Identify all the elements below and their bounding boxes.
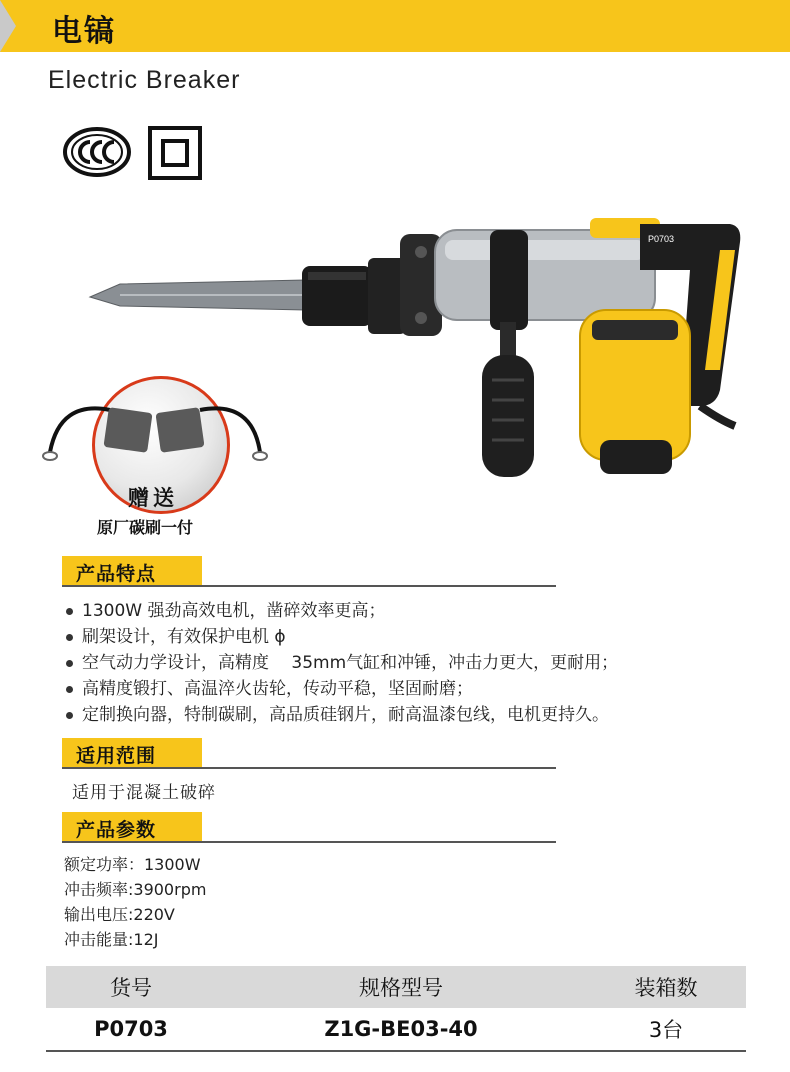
page-subtitle: Electric Breaker [48,66,241,94]
scope-text: 适用于混凝土破碎 [72,783,216,803]
gift-subtitle: 原厂碳刷一付 [97,518,194,537]
features-heading-text: 产品特点 [76,563,157,585]
table-cell-qty: 3台 [648,1018,684,1042]
scope-divider [62,767,556,769]
param-line: 冲击频率:3900rpm [64,880,207,899]
table-cell-model: Z1G-BE03-40 [324,1017,478,1041]
table-header-cell: 装箱数 [634,976,698,1000]
feature-item: 空气动力学设计，高精度 35mm气缸和冲锤，冲击力更大，更耐用； [62,650,782,676]
features-divider [62,585,556,587]
table-header-cell: 规格型号 [359,976,443,1000]
param-line: 输出电压:220V [64,905,175,924]
header-bar [0,0,790,52]
scope-heading [62,738,202,768]
params-list [64,852,206,952]
params-divider [62,841,556,843]
header-notch [0,0,16,52]
table-row [46,1008,746,1052]
param-line: 冲击能量:12J [64,930,159,949]
model-mark: P0703 [648,234,675,244]
gift-title: 赠送 [128,486,178,510]
features-list [62,598,782,728]
carbon-brush-icon [40,390,270,470]
scope-heading-text: 适用范围 [76,745,157,767]
features-heading [62,556,202,586]
params-heading-text: 产品参数 [76,819,157,841]
table-cell-sku: P0703 [94,1017,168,1041]
feature-item: 1300W 强劲高效电机，凿碎效率更高； [62,598,782,624]
feature-item: 定制换向器，特制碳刷，高品质硅钢片，耐高温漆包线，电机更持久。 [62,702,782,728]
page-title: 电镐 [52,14,116,49]
table-header [46,966,746,1008]
double-insulation-icon [148,126,202,180]
table-header-cell: 货号 [110,976,152,1000]
feature-item: 高精度锻打、高温淬火齿轮，传动平稳，坚固耐磨； [62,676,782,702]
ccc-mark-icon [62,126,132,178]
params-heading [62,812,202,842]
feature-item: 刷架设计，有效保护电机 ϕ [62,624,782,650]
param-line: 额定功率：1300W [64,855,201,874]
